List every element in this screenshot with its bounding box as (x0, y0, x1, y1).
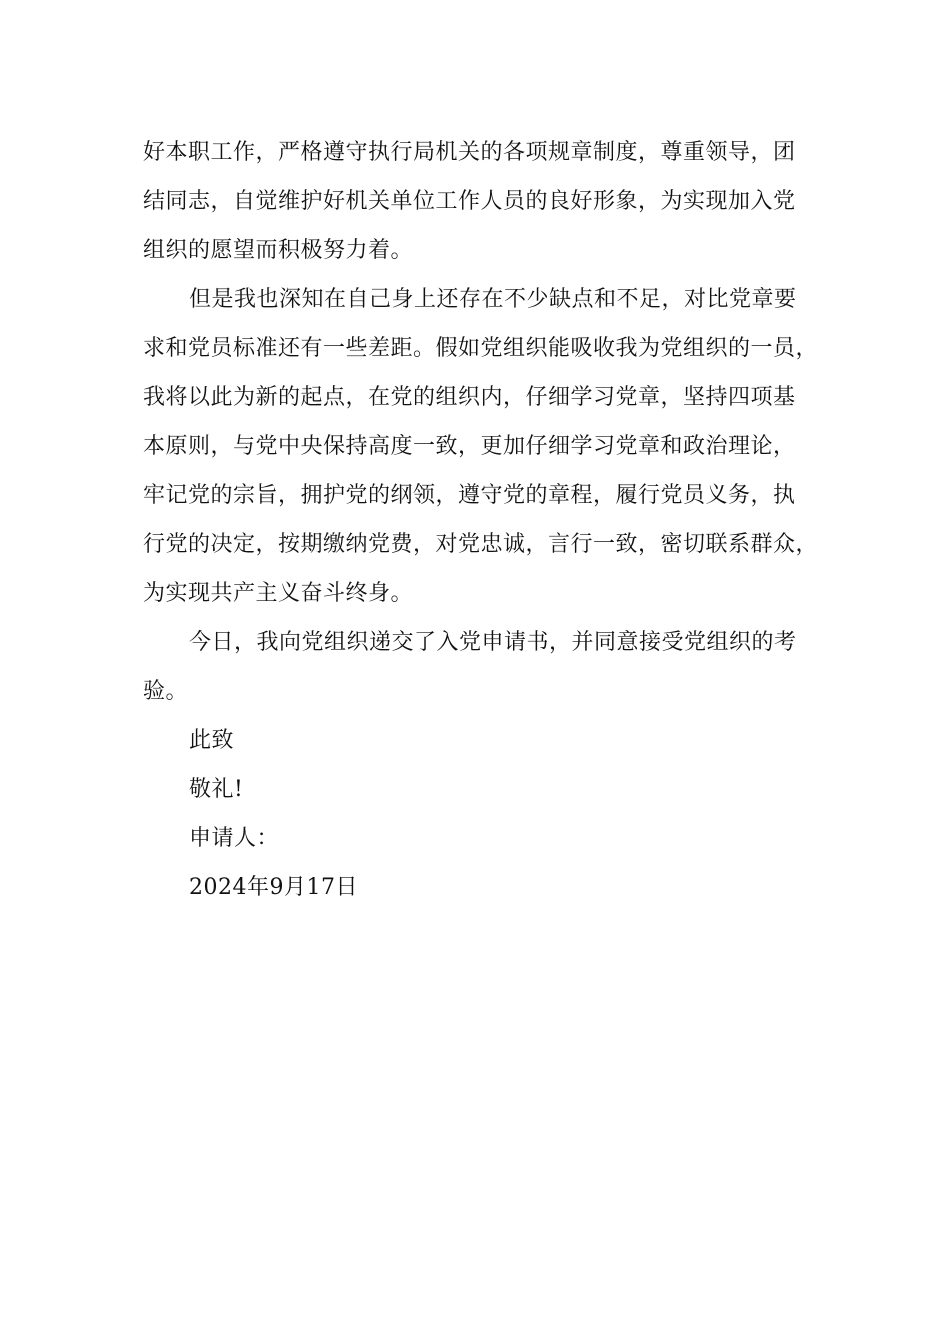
text-line: 结同志，自觉维护好机关单位工作人员的良好形象，为实现加入党 (143, 189, 796, 214)
text-line: 为实现共产主义奋斗终身。 (143, 581, 414, 606)
text-line: 但是我也深知在自己身上还存在不少缺点和不足，对比党章要 (189, 287, 797, 312)
text-line: 今日，我向党组织递交了入党申请书，并同意接受党组织的考 (189, 630, 797, 655)
text-line: 求和党员标准还有一些差距。假如党组织能吸收我为党组织的一员， (143, 336, 819, 361)
paragraph-commitment (143, 275, 819, 618)
paragraph-submission (143, 618, 813, 716)
closing-salutation: 此致 (189, 728, 235, 753)
letter-date: 2024年9月17日 (189, 875, 358, 900)
text-line: 好本职工作，严格遵守执行局机关的各项规章制度，尊重领导，团 (143, 140, 796, 165)
paragraph-work-conduct (143, 128, 813, 275)
closing-regards: 敬礼! (189, 777, 244, 802)
signature-label: 申请人： (189, 826, 280, 851)
text-line: 组织的愿望而积极努力着。 (143, 238, 414, 263)
text-line: 行党的决定，按期缴纳党费，对党忠诚，言行一致，密切联系群众， (143, 532, 819, 557)
text-line: 牢记党的宗旨，拥护党的纲领，遵守党的章程，履行党员义务，执 (143, 483, 796, 508)
text-line: 我将以此为新的起点，在党的组织内，仔细学习党章，坚持四项基 (143, 385, 796, 410)
text-line: 验。 (143, 679, 189, 704)
text-line: 本原则，与党中央保持高度一致，更加仔细学习党章和政治理论， (143, 434, 796, 459)
letter-body (143, 128, 819, 912)
